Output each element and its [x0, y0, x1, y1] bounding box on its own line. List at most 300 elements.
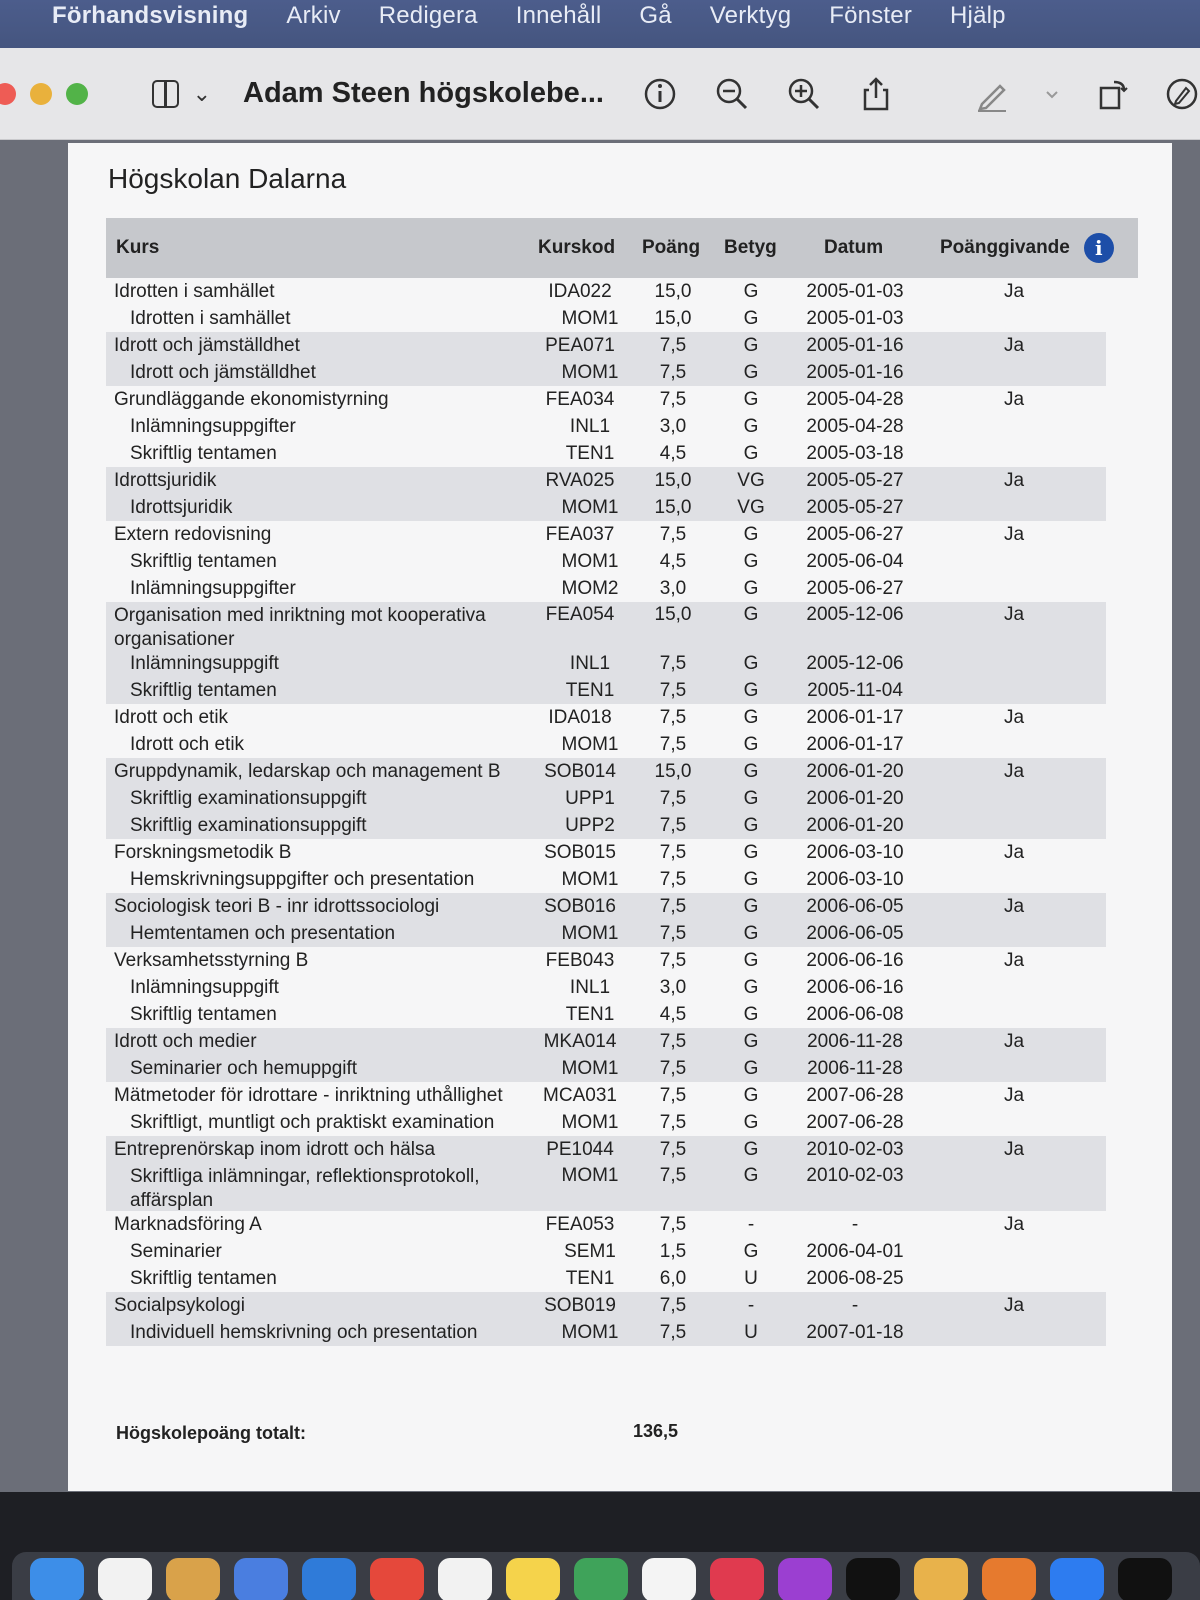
chevron-down-icon	[1034, 76, 1070, 112]
course-poanggivande: Ja	[1003, 604, 1025, 625]
course-name: Skriftlig tentamen	[130, 679, 277, 701]
course-code: PE1044	[546, 1138, 614, 1160]
course-date: 2006-03-10	[806, 868, 904, 890]
course-grade: G	[743, 949, 759, 971]
course-grade: G	[743, 577, 759, 599]
module-row	[106, 650, 1106, 677]
course-grade: G	[743, 760, 759, 782]
course-date: 2006-11-28	[807, 1030, 903, 1052]
course-code: MOM1	[561, 922, 619, 944]
course-points: 7,5	[659, 949, 687, 971]
course-points: 7,5	[659, 388, 687, 410]
course-name: Skriftligt, muntligt och praktiskt examination	[130, 1111, 495, 1133]
menu-item-1[interactable]: Arkiv	[286, 2, 341, 29]
course-name: Individuell hemskrivning och presentation	[130, 1321, 478, 1343]
course-grade: G	[743, 787, 759, 809]
course-name: Skriftlig tentamen	[130, 1003, 277, 1025]
course-group	[106, 893, 1106, 947]
header-datum-label: Datum	[824, 237, 884, 258]
course-code: SOB014	[544, 760, 616, 782]
dock-app-icon[interactable]	[438, 1558, 492, 1600]
menu-item-0[interactable]: Förhandsvisning	[52, 2, 249, 29]
course-row	[106, 1028, 1106, 1055]
markup-menu-chevron[interactable]	[1034, 76, 1054, 112]
course-row	[106, 704, 1106, 731]
annotate-icon	[1164, 76, 1200, 112]
course-date: 2007-06-28	[806, 1111, 904, 1133]
course-name: Inlämningsuppgift	[130, 652, 279, 674]
module-row	[106, 1265, 1106, 1292]
menu-item-6[interactable]: Fönster	[829, 2, 913, 29]
course-points: 4,5	[659, 1003, 687, 1025]
course-code: SOB019	[544, 1294, 616, 1316]
course-date: 2005-01-16	[806, 361, 904, 383]
institution-title: Högskolan Dalarna	[108, 163, 347, 194]
course-grade: G	[743, 1057, 759, 1079]
sidebar-icon[interactable]	[152, 80, 179, 108]
course-points: 7,5	[659, 1030, 687, 1052]
course-points: 15,0	[654, 307, 692, 329]
course-name: Idrott och jämställdhet	[114, 334, 300, 356]
course-name: Skriftliga inlämningar, reflektionsprotokoll, affärsplan	[130, 1166, 480, 1211]
course-row	[106, 521, 1106, 548]
rotate-icon	[1094, 76, 1130, 112]
course-date: 2005-12-06	[806, 604, 904, 625]
course-date: 2005-01-03	[806, 307, 904, 329]
zoom-in-button[interactable]	[786, 76, 822, 112]
course-grade: -	[747, 1213, 755, 1235]
course-grade: VG	[737, 496, 765, 518]
course-name: Seminarier	[130, 1240, 222, 1262]
document-page	[68, 143, 1172, 1491]
course-grade: G	[743, 679, 759, 701]
total-value: 136,5	[633, 1421, 679, 1441]
course-points: 7,5	[659, 787, 687, 809]
course-code: FEA053	[545, 1213, 615, 1235]
course-points: 7,5	[659, 868, 687, 890]
dock-app-icon[interactable]	[778, 1558, 832, 1600]
course-points: 7,5	[659, 895, 687, 917]
course-code: TEN1	[565, 1003, 615, 1025]
course-date: 2010-02-03	[806, 1138, 904, 1160]
course-grade: G	[743, 361, 759, 383]
course-grade: G	[743, 415, 759, 437]
course-points: 7,5	[659, 1084, 687, 1106]
course-grade: -	[747, 1294, 755, 1316]
course-points: 7,5	[659, 814, 687, 836]
course-row	[106, 467, 1106, 494]
rotate-button[interactable]	[1094, 76, 1130, 112]
share-button[interactable]	[858, 76, 894, 112]
course-name: Skriftlig examinationsuppgift	[130, 787, 367, 809]
course-name: Sociologisk teori B - inr idrottssociologi	[114, 895, 440, 917]
course-row	[106, 1211, 1106, 1238]
course-poanggivande: Ja	[1003, 895, 1025, 917]
course-date: 2005-11-04	[807, 679, 903, 701]
course-code: SOB016	[544, 895, 616, 917]
course-grade: G	[743, 1111, 759, 1133]
course-grade: G	[743, 706, 759, 728]
course-date: 2007-01-18	[806, 1321, 904, 1343]
menu-item-5[interactable]: Verktyg	[709, 2, 792, 29]
course-code: MOM2	[561, 577, 619, 599]
menu-item-2[interactable]: Redigera	[378, 2, 478, 29]
course-points: 4,5	[659, 550, 687, 572]
course-date: 2005-06-27	[806, 523, 904, 545]
course-grade: G	[743, 868, 759, 890]
dock-app-icon[interactable]	[166, 1558, 220, 1600]
course-points: 7,5	[659, 334, 687, 356]
course-name: Idrott och etik	[114, 706, 229, 728]
course-name: Skriftlig tentamen	[130, 442, 277, 464]
course-group	[106, 947, 1106, 1028]
dock-app-icon[interactable]	[574, 1558, 628, 1600]
course-code: IDA022	[548, 280, 612, 302]
course-date: 2006-01-20	[806, 814, 904, 836]
course-code: MKA014	[543, 1030, 617, 1052]
dock-app-icon[interactable]	[30, 1558, 84, 1600]
course-date: 2006-01-20	[806, 787, 904, 809]
course-grade: G	[743, 1003, 759, 1025]
menu-item-4[interactable]: Gå	[639, 2, 672, 29]
course-date: 2007-06-28	[806, 1084, 904, 1106]
course-group	[106, 278, 1106, 332]
course-poanggivande: Ja	[1003, 469, 1025, 491]
course-code: MOM1	[561, 868, 619, 890]
course-group	[106, 521, 1106, 602]
course-grade: G	[743, 523, 759, 545]
course-group	[106, 758, 1106, 839]
course-name: Mätmetoder för idrottare - inriktning uthållighet	[114, 1084, 503, 1106]
course-group	[106, 839, 1106, 893]
module-row	[106, 731, 1106, 758]
course-grade: G	[743, 652, 759, 674]
course-name: Organisation med inriktning mot kooperativa organisationer	[114, 605, 486, 650]
course-grade: G	[743, 733, 759, 755]
module-row	[106, 1238, 1106, 1265]
course-name: Entreprenörskap inom idrott och hälsa	[114, 1138, 436, 1160]
course-group	[106, 1028, 1106, 1082]
dock-app-icon[interactable]	[98, 1558, 152, 1600]
course-code: SOB015	[544, 841, 616, 863]
course-poanggivande: Ja	[1003, 949, 1025, 971]
course-grade: G	[743, 1084, 759, 1106]
info-icon[interactable]: i	[1084, 233, 1114, 263]
course-name: Socialpsykologi	[114, 1294, 245, 1316]
course-name: Skriftlig tentamen	[130, 1267, 277, 1289]
module-row	[106, 575, 1106, 602]
close-button[interactable]	[0, 83, 16, 105]
header-datum	[788, 237, 922, 259]
course-row	[106, 758, 1106, 785]
annotate-button[interactable]	[1164, 76, 1200, 112]
course-points: 15,0	[654, 496, 692, 518]
course-points: 7,5	[659, 706, 687, 728]
module-row	[106, 413, 1106, 440]
markup-pen-icon	[974, 76, 1010, 112]
course-grade: G	[743, 442, 759, 464]
course-group	[106, 386, 1106, 467]
module-row	[106, 1109, 1106, 1136]
course-date: 2006-04-01	[806, 1240, 904, 1262]
course-points: 7,5	[659, 679, 687, 701]
menu-item-3[interactable]: Innehåll	[515, 2, 602, 29]
minimize-button[interactable]	[30, 83, 52, 105]
course-points: 1,5	[659, 1240, 687, 1262]
course-code: MOM1	[561, 307, 619, 329]
course-grade: G	[743, 604, 759, 625]
course-code: TEN1	[565, 1267, 615, 1289]
course-date: 2006-01-20	[806, 760, 904, 782]
table-body	[106, 278, 1138, 1346]
header-kurskod: Kurskod	[538, 237, 616, 258]
header-kurs: Kurs	[116, 237, 160, 258]
header-betyg: Betyg	[724, 237, 777, 258]
module-row	[106, 440, 1106, 467]
course-code: MOM1	[561, 1111, 619, 1133]
module-row	[106, 974, 1106, 1001]
course-date: 2006-06-16	[806, 976, 904, 998]
course-name: Grundläggande ekonomistyrning	[114, 388, 389, 410]
course-code: MOM1	[561, 733, 619, 755]
course-date: 2005-06-04	[806, 550, 904, 572]
course-row	[106, 1292, 1106, 1319]
course-code: FEA034	[545, 388, 615, 410]
course-name: Hemskrivningsuppgifter och presentation	[130, 868, 475, 890]
module-row	[106, 1001, 1106, 1028]
course-date: 2005-01-16	[806, 334, 904, 356]
header-poanggivande-label: Poänggivande	[940, 237, 1070, 258]
zoom-in-icon	[786, 76, 822, 112]
course-name: Idrotten i samhället	[130, 307, 291, 329]
course-row	[106, 386, 1106, 413]
course-code: INL1	[569, 652, 611, 674]
course-row	[106, 332, 1106, 359]
course-points: 6,0	[659, 1267, 687, 1289]
module-row	[106, 785, 1106, 812]
course-points: 7,5	[659, 733, 687, 755]
menu-item-7[interactable]: Hjälp	[950, 2, 1006, 29]
course-code: UPP1	[565, 787, 615, 809]
grades-table	[106, 218, 1138, 1346]
course-code: UPP2	[565, 814, 615, 836]
course-grade: G	[743, 334, 759, 356]
course-group	[106, 704, 1106, 758]
course-points: 7,5	[659, 1294, 687, 1316]
course-name: Seminarier och hemuppgift	[130, 1057, 358, 1079]
course-code: MOM1	[561, 1057, 619, 1079]
course-points: 7,5	[659, 841, 687, 863]
course-poanggivande: Ja	[1003, 841, 1025, 863]
course-code: TEN1	[565, 679, 615, 701]
zoom-out-button[interactable]	[714, 76, 750, 112]
share-icon	[858, 76, 894, 112]
course-row	[106, 602, 1106, 650]
course-points: 3,0	[659, 577, 687, 599]
course-date: 2006-01-17	[806, 706, 904, 728]
course-date: 2005-04-28	[806, 388, 904, 410]
dock-app-icon[interactable]	[1118, 1558, 1172, 1600]
table-header	[106, 218, 1138, 278]
course-grade: G	[743, 1138, 759, 1160]
course-grade: G	[743, 895, 759, 917]
markup-button[interactable]	[974, 76, 1010, 112]
course-name: Skriftlig examinationsuppgift	[130, 814, 367, 836]
course-name: Marknadsföring A	[114, 1213, 262, 1235]
module-row	[106, 359, 1106, 386]
course-poanggivande: Ja	[1003, 1030, 1025, 1052]
course-code: FEB043	[545, 949, 615, 971]
course-code: MOM1	[561, 361, 619, 383]
course-grade: G	[743, 550, 759, 572]
course-group	[106, 1292, 1106, 1346]
course-group	[106, 602, 1106, 704]
course-code: MOM1	[561, 550, 619, 572]
course-points: 3,0	[659, 976, 687, 998]
course-grade: U	[744, 1267, 758, 1289]
course-row	[106, 893, 1106, 920]
module-row	[106, 1319, 1106, 1346]
module-row	[106, 677, 1106, 704]
course-date: 2010-02-03	[806, 1165, 904, 1186]
dock-app-icon[interactable]	[370, 1558, 424, 1600]
course-date: 2005-12-06	[806, 652, 904, 674]
course-points: 7,5	[659, 652, 687, 674]
dock-app-icon[interactable]	[982, 1558, 1036, 1600]
course-date: 2005-05-27	[806, 469, 904, 491]
course-points: 7,5	[659, 1165, 687, 1186]
course-group	[106, 1082, 1106, 1136]
course-grade: G	[743, 976, 759, 998]
course-date: -	[851, 1213, 859, 1235]
dock-app-icon[interactable]	[234, 1558, 288, 1600]
course-date: 2005-04-28	[806, 415, 904, 437]
course-name: Forskningsmetodik B	[114, 841, 292, 863]
module-row	[106, 866, 1106, 893]
course-date: 2006-06-08	[806, 1003, 904, 1025]
course-code: FEA054	[545, 604, 615, 625]
course-code: INL1	[569, 415, 611, 437]
dock-app-icon[interactable]	[642, 1558, 696, 1600]
course-grade: G	[743, 841, 759, 863]
course-grade: VG	[737, 469, 765, 491]
course-points: 7,5	[659, 523, 687, 545]
header-poang: Poäng	[642, 237, 701, 258]
course-date: 2006-08-25	[806, 1267, 904, 1289]
course-name: Inlämningsuppgifter	[130, 577, 296, 599]
course-code: IDA018	[548, 706, 612, 728]
module-row	[106, 920, 1106, 947]
chevron-down-icon[interactable]: ⌄	[192, 80, 212, 106]
course-row	[106, 947, 1106, 974]
course-date: 2006-06-16	[806, 949, 904, 971]
dock-app-icon[interactable]	[302, 1558, 356, 1600]
course-date: 2005-06-27	[806, 577, 904, 599]
course-poanggivande: Ja	[1003, 280, 1025, 302]
dock-app-icon[interactable]	[506, 1558, 560, 1600]
dock-app-icon[interactable]	[710, 1558, 764, 1600]
course-poanggivande: Ja	[1003, 1213, 1025, 1235]
course-date: 2006-06-05	[806, 895, 904, 917]
course-points: 7,5	[659, 1213, 687, 1235]
module-row	[106, 1055, 1106, 1082]
course-date: 2006-01-17	[806, 733, 904, 755]
course-poanggivande: Ja	[1003, 706, 1025, 728]
course-name: Hemtentamen och presentation	[130, 922, 396, 944]
module-row	[106, 305, 1106, 332]
course-name: Idrotten i samhället	[114, 280, 275, 302]
course-points: 4,5	[659, 442, 687, 464]
course-points: 7,5	[659, 361, 687, 383]
course-code: MCA031	[543, 1084, 617, 1106]
course-date: 2005-05-27	[806, 496, 904, 518]
course-grade: G	[743, 922, 759, 944]
course-date: 2006-06-05	[806, 922, 904, 944]
dock-app-icon[interactable]	[846, 1558, 900, 1600]
course-name: Idrott och jämställdhet	[130, 361, 316, 383]
course-poanggivande: Ja	[1003, 1294, 1025, 1316]
course-group	[106, 1136, 1106, 1211]
course-name: Gruppdynamik, ledarskap och management B	[114, 760, 501, 782]
course-date: -	[851, 1294, 859, 1316]
course-code: SEM1	[564, 1240, 616, 1262]
course-grade: G	[743, 814, 759, 836]
menu-bar	[0, 0, 1200, 48]
course-points: 15,0	[654, 760, 692, 782]
window-toolbar	[0, 48, 1200, 140]
course-grade: G	[743, 1240, 759, 1262]
course-code: INL1	[569, 976, 611, 998]
course-points: 3,0	[659, 415, 687, 437]
dock-app-icon[interactable]	[914, 1558, 968, 1600]
course-group	[106, 467, 1106, 521]
info-button[interactable]	[642, 76, 678, 112]
course-code: MOM1	[561, 496, 619, 518]
module-row	[106, 494, 1106, 521]
course-poanggivande: Ja	[1003, 1138, 1025, 1160]
header-poanggivande	[922, 233, 1138, 263]
course-points: 15,0	[654, 280, 692, 302]
zoom-button[interactable]	[66, 83, 88, 105]
course-date: 2006-03-10	[806, 841, 904, 863]
course-points: 7,5	[659, 1057, 687, 1079]
zoom-out-icon	[714, 76, 750, 112]
course-code: MOM1	[561, 1321, 619, 1343]
course-poanggivande: Ja	[1003, 334, 1025, 356]
course-grade: G	[743, 307, 759, 329]
course-name: Inlämningsuppgift	[130, 976, 279, 998]
course-code: RVA025	[545, 469, 615, 491]
course-grade: G	[743, 1165, 759, 1186]
course-grade: G	[743, 280, 759, 302]
course-name: Verksamhetsstyrning B	[114, 949, 309, 971]
dock-app-icon[interactable]	[1050, 1558, 1104, 1600]
course-row	[106, 278, 1106, 305]
course-name: Idrott och medier	[114, 1030, 257, 1052]
course-date: 2006-11-28	[807, 1057, 903, 1079]
course-group	[106, 332, 1106, 386]
course-name: Skriftlig tentamen	[130, 550, 277, 572]
course-points: 7,5	[659, 1138, 687, 1160]
course-name: Idrott och etik	[130, 733, 245, 755]
course-grade: U	[744, 1321, 758, 1343]
course-points: 7,5	[659, 922, 687, 944]
info-circle-icon	[642, 76, 678, 112]
course-row	[106, 839, 1106, 866]
course-code: TEN1	[565, 442, 615, 464]
course-points: 15,0	[654, 604, 692, 625]
course-poanggivande: Ja	[1003, 523, 1025, 545]
